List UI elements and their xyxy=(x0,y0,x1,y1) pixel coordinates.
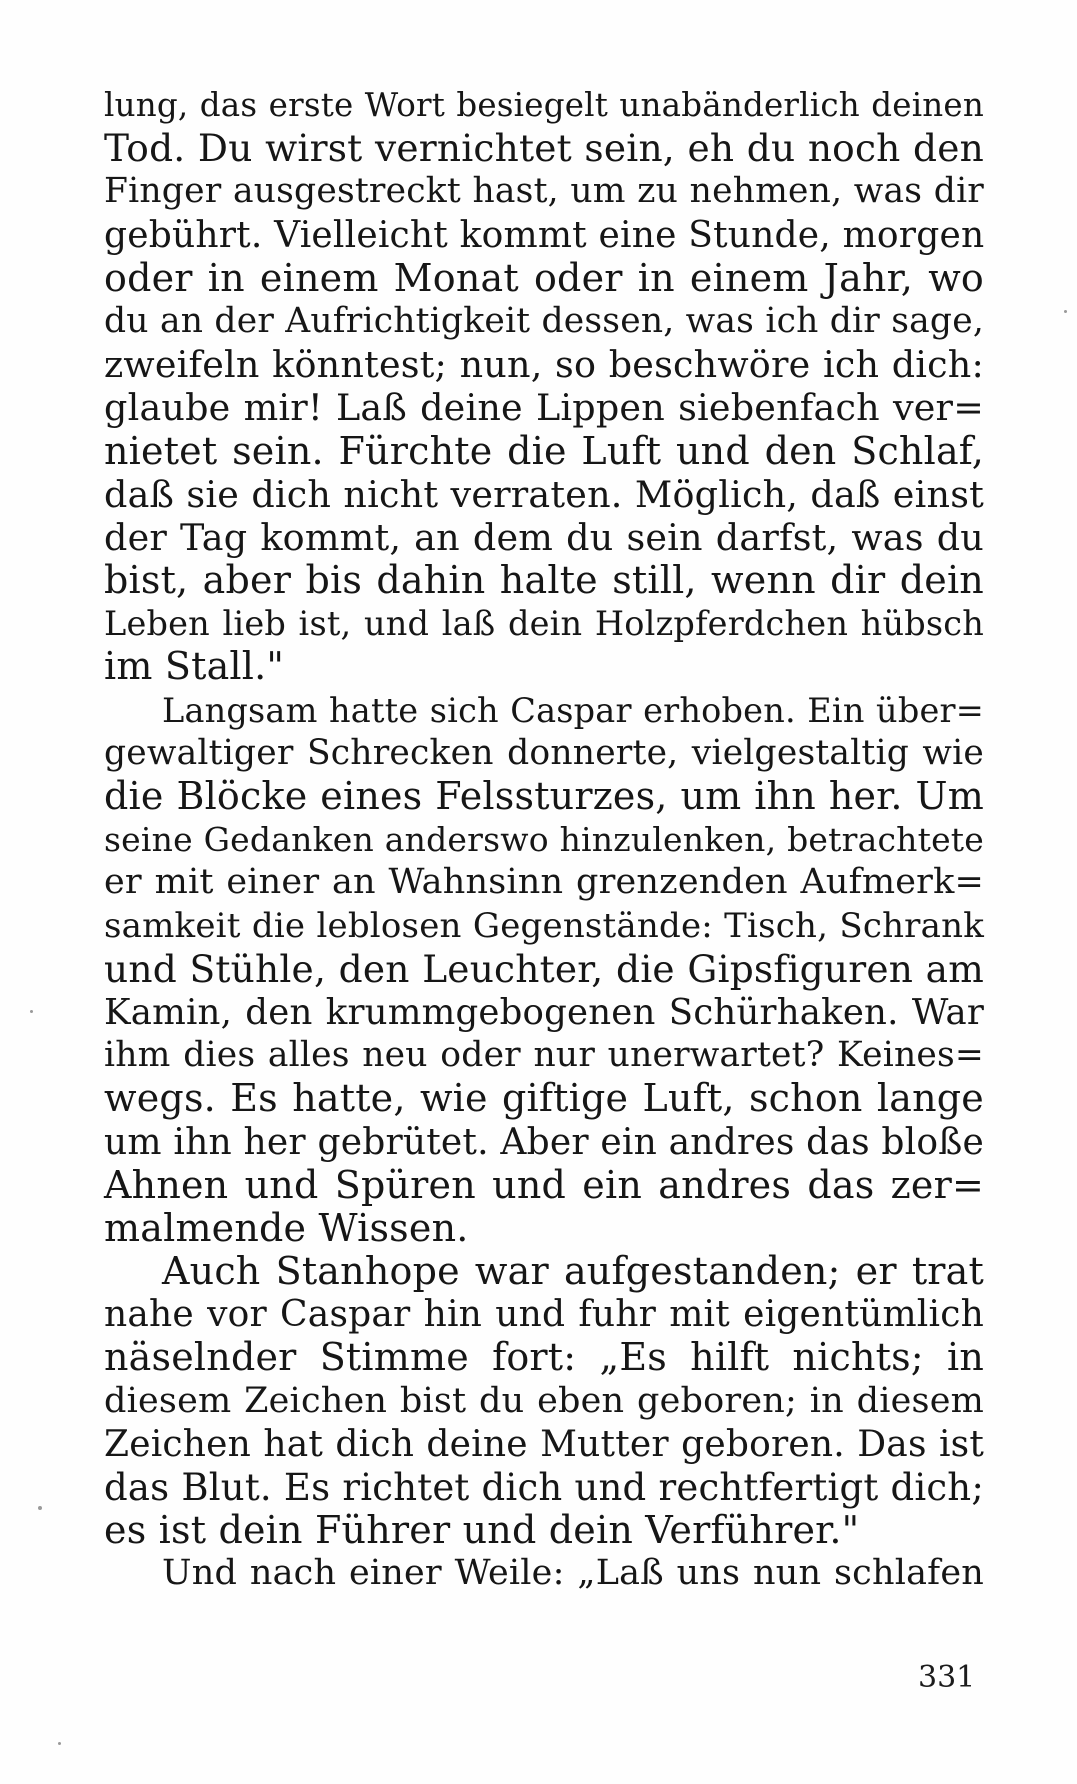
text-line: Zeichen hat dich deine Mutter geboren. Das ist xyxy=(104,1423,984,1465)
text-line: das Blut. Es richtet dich und rechtfertigt dich; xyxy=(104,1466,984,1509)
text-line: daß sie dich nicht verraten. Möglich, daß einst xyxy=(104,472,984,516)
scan-speck xyxy=(1064,310,1067,313)
text-line: er mit einer an Wahnsinn grenzenden Aufmerk= xyxy=(104,862,984,903)
text-line: bist, aber bis dahin halte still, wenn dir dein xyxy=(104,558,984,603)
text-line: ihm dies alles neu oder nur unerwartet? Keines= xyxy=(104,1035,984,1076)
text-line: nahe vor Caspar hin und fuhr mit eigentümlich xyxy=(104,1294,984,1336)
text-line: oder in einem Monat oder in einem Jahr, wo xyxy=(104,255,984,300)
text-line: Finger ausgestreckt hast, um zu nehmen, was dir xyxy=(104,171,984,212)
scan-speck xyxy=(58,1742,61,1745)
paragraph-start-line: Und nach einer Weile: „Laß uns nun schlafen xyxy=(162,1553,984,1594)
text-line: Tod. Du wirst vernichtet sein, eh du noch den xyxy=(104,126,984,171)
paragraph-end-line: malmende Wissen. xyxy=(104,1205,469,1250)
text-line: du an der Aufrichtigkeit dessen, was ich dir sage, xyxy=(104,300,984,341)
text-line: und Stühle, den Leuchter, die Gipsfiguren am xyxy=(104,946,984,991)
paragraph-start-line: Langsam hatte sich Caspar erhoben. Ein über= xyxy=(162,690,984,730)
paragraph-end-line: im Stall." xyxy=(104,644,285,689)
paragraph-end-line: es ist dein Führer und dein Verführer." xyxy=(104,1508,860,1553)
text-line: der Tag kommt, an dem du sein darfst, was du xyxy=(104,515,984,559)
text-line: seine Gedanken anderswo hinzulenken, betrachtete xyxy=(104,820,984,860)
scan-speck xyxy=(30,1010,33,1013)
page-number: 331 xyxy=(918,1660,976,1695)
text-line: samkeit die leblosen Gegenstände: Tisch, Schrank xyxy=(104,905,984,946)
text-line: gebührt. Vielleicht kommt eine Stunde, morgen xyxy=(104,214,985,256)
text-line: Ahnen und Spüren und ein andres das zer= xyxy=(104,1162,984,1207)
body-text xyxy=(104,84,984,1596)
text-line: glaube mir! Laß deine Lippen siebenfach ver= xyxy=(104,386,984,430)
text-line: Leben lieb ist, und laß dein Holzpferdchen hübsch xyxy=(104,604,984,644)
text-line: wegs. Es hatte, wie giftige Luft, schon lange xyxy=(104,1076,984,1121)
scan-speck xyxy=(38,1506,42,1510)
text-line: um ihn her gebrütet. Aber ein andres das bloße xyxy=(104,1121,984,1163)
text-line: die Blöcke eines Felssturzes, um ihn her. Um xyxy=(104,774,984,818)
text-line: diesem Zeichen bist du eben geboren; in diesem xyxy=(104,1380,984,1421)
text-line: näselnder Stimme fort: „Es hilft nichts; in xyxy=(104,1335,984,1380)
text-line: Kamin, den krummgebogenen Schürhaken. War xyxy=(104,991,984,1033)
text-line: gewaltiger Schrecken donnerte, vielgestaltig wie xyxy=(104,732,984,773)
text-line: nietet sein. Fürchte die Luft und den Schlaf, xyxy=(104,428,984,473)
text-line: zweifeln könntest; nun, so beschwöre ich dich: xyxy=(104,343,984,387)
text-line: lung, das erste Wort besiegelt unabänderlich deinen xyxy=(104,86,984,124)
paragraph-start-line: Auch Stanhope war aufgestanden; er trat xyxy=(162,1249,984,1294)
